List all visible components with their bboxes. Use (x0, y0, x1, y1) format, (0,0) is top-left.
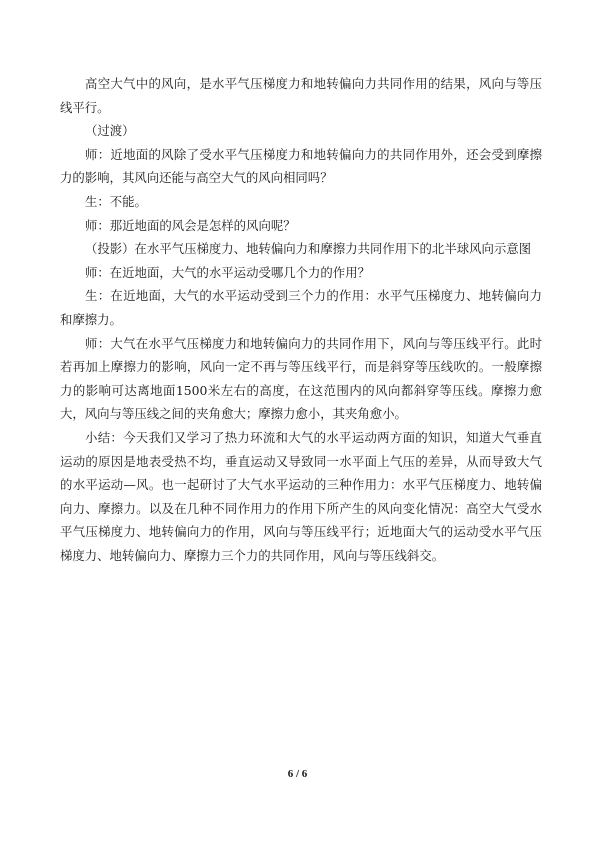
paragraph-transition: （过渡） (85, 123, 135, 139)
paragraph-student-answer-no: 生：不能。 (85, 193, 147, 209)
paragraph-teacher-question-forces: 师：在近地面，大气的水平运动受哪几个力的作用？ (85, 264, 370, 280)
paragraph-upper-air-wind: 高空大气中的风向，是水平气压梯度力和地转偏向力共同作用的结果，风向与等压线平行。 (60, 76, 542, 115)
page-number: 6 / 6 (287, 768, 308, 780)
body-text (60, 72, 542, 567)
paragraph-teacher-question-friction: 师：近地面的风除了受水平气压梯度力和地转偏向力的共同作用外，还会受到摩擦力的影响，其风向还能与高空大气的风向相同吗？ (60, 146, 542, 186)
paragraph-summary: 小结：今天我们又学习了热力环流和大气的水平运动两方面的知识，知道大气垂直运动的原因是地表受热不均，垂直运动又导致同一水平面上气压的差异，从而导致大气的水平运动—风。也一起研讨了大气水平运动的三种作用力：水平气压梯度力、地转偏向力、摩擦力。以及在几种不同作用力的作用下所产生的风向变化情况：高空大气受水平气压梯度力、地转偏向力的作用，风向与等压线平行；近地面大气的运动受水平气压梯度力、地转偏向力、摩擦力三个力的共同作用，风向与等压线斜交。 (60, 429, 542, 563)
paragraph-projection: （投影）在水平气压梯度力、地转偏向力和摩擦力共同作用下的北半球风向示意图 (85, 241, 532, 257)
paragraph-teacher-explanation: 师：大气在水平气压梯度力和地转偏向力的共同作用下，风向与等压线平行。此时若再加上摩擦力的影响，风向一定不再与等压线平行，而是斜穿等压线吹的。一般摩擦力的影响可达离地面1500米左右的高度，在这范围内的风向都斜穿等压线。摩擦力愈大，风向与等压线之间的夹角愈大；摩擦力愈小，其夹角愈小。 (60, 335, 542, 422)
paragraph-student-answer-forces: 生：在近地面，大气的水平运动受到三个力的作用：水平气压梯度力、地转偏向力和摩擦力。 (60, 288, 542, 327)
paragraph-teacher-question-direction: 师：那近地面的风会是怎样的风向呢？ (85, 217, 296, 233)
